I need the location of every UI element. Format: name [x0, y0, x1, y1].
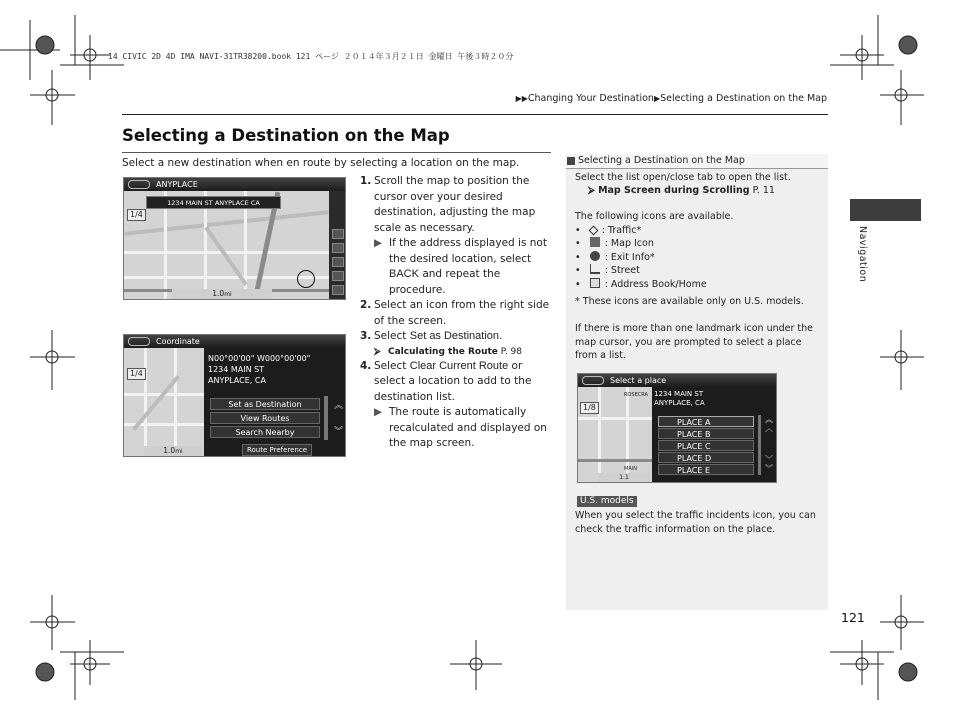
place-list-panel	[652, 387, 777, 483]
title-rule	[122, 152, 551, 153]
view-routes-button[interactable]: View Routes	[210, 412, 320, 424]
screen-title-bar: Select a place	[578, 374, 776, 387]
icon-list-item: • : Map Icon	[575, 238, 654, 249]
clear-current-route-ui-label: Clear Current Route	[409, 359, 509, 372]
scale-bar: 1.0mi	[144, 446, 202, 457]
address-box: 1234 MAIN ST ANYPLACE CA	[146, 196, 281, 209]
place-d-button[interactable]: PLACE D	[658, 452, 754, 463]
traffic-icon	[588, 226, 598, 236]
breadcrumb-page: Selecting a Destination on the Map	[660, 93, 827, 104]
map-cursor	[297, 270, 315, 288]
traffic-icon	[332, 229, 344, 239]
screenshot-map-scroll	[123, 177, 346, 300]
street-icon	[590, 264, 600, 274]
back-icon	[128, 337, 150, 346]
place-a-button[interactable]: PLACE A	[658, 416, 754, 427]
arrow-icon: ▶	[653, 94, 661, 103]
city: ANYPLACE, CA	[208, 376, 266, 385]
back-icon	[582, 376, 604, 385]
map-icon	[590, 237, 600, 247]
us-models-badge: U.S. models	[577, 496, 637, 507]
scale-bar: 1.1	[598, 473, 650, 483]
icon-list-item: • : Traffic*	[575, 225, 642, 236]
sidebar-ref[interactable]: ⮚ Map Screen during Scrolling P. 11	[588, 185, 775, 196]
sidebar-note	[566, 154, 828, 610]
reference-icon: ⮚	[374, 346, 381, 357]
step-1: 1. Scroll the map to position the cursor over your desired destination, adjusting the map scale as necessary. ▶ If the address displayed is not the desired location, select BACK and repeat the procedure.	[360, 175, 547, 296]
sidebar-p3: If there is more than one landmark icon under the map cursor, you are prompted to select a place from a list.	[575, 323, 814, 361]
route-preference-button[interactable]: Route Preference	[242, 444, 312, 456]
screenshot-destination-menu	[123, 334, 346, 457]
step-3: 3. Select Set as Destination. ⮚ Calculating the Route P. 98	[360, 329, 550, 359]
footnote: * These icons are available only on U.S. models.	[575, 296, 804, 307]
scroll-up-icon[interactable]: ︽	[334, 401, 344, 411]
map-area	[124, 348, 204, 457]
street: 1234 MAIN ST	[654, 390, 704, 398]
triangle-icon: ▶	[374, 237, 383, 249]
icon-list-item: • : Address Book/Home	[575, 279, 707, 290]
exit-info-icon	[590, 251, 600, 261]
page-number: 121	[841, 610, 865, 625]
set-as-destination-button[interactable]: Set as Destination	[210, 398, 320, 410]
sidebar-p2: The following icons are available.	[575, 211, 734, 222]
screen-title-bar	[124, 335, 345, 348]
breadcrumb	[516, 93, 827, 104]
back-icon	[128, 180, 150, 189]
scrollbar[interactable]	[758, 415, 761, 475]
set-as-destination-ui-label: Set as Destination	[409, 330, 500, 342]
navigation-tab	[850, 199, 921, 221]
steps	[360, 174, 550, 452]
screen-title-bar	[124, 178, 345, 191]
header-rule	[122, 114, 828, 115]
coordinates: N00°00'00" W000°00'00"	[208, 354, 311, 363]
sidebar-header: Selecting a Destination on the Map	[566, 154, 828, 169]
cross-reference[interactable]: ⮚ Calculating the Route P. 98	[374, 346, 522, 357]
place-e-button[interactable]: PLACE E	[658, 464, 754, 475]
zoom-indicator: 1/8	[580, 402, 599, 414]
map-street-label: MAIN	[624, 466, 637, 472]
zoom-indicator: 1/4	[127, 368, 146, 380]
icon-strip	[329, 191, 346, 300]
sidebar-p1: Select the list open/close tab to open the list.	[575, 172, 791, 183]
street: 1234 MAIN ST	[208, 365, 265, 374]
print-header: 14 CIVIC 2D 4D IMA NAVI-31TR38200.book 121 ページ ２０１４年３月２１日 金曜日 午後３時２０分	[108, 52, 514, 61]
search-nearby-button[interactable]: Search Nearby	[210, 426, 320, 438]
screenshot-select-place	[577, 373, 777, 483]
screen-title: ANYPLACE	[156, 180, 198, 189]
step-2: 2. Select an icon from the right side of the screen.	[360, 299, 550, 327]
scroll-down-icon[interactable]: ﹀ ︾	[765, 455, 773, 473]
page-title: Selecting a Destination on the Map	[122, 126, 450, 145]
address-book-icon	[332, 285, 344, 295]
place-c-button[interactable]: PLACE C	[658, 440, 754, 451]
back-ui-label: BACK	[389, 268, 419, 280]
scroll-up-icon[interactable]: ︽ ︿	[765, 415, 773, 433]
scrollbar[interactable]	[324, 396, 328, 440]
screen-title: Coordinate	[156, 337, 200, 346]
reference-icon: ⮚	[588, 185, 599, 196]
icon-list-item: • : Street	[575, 265, 640, 276]
breadcrumb-section: Changing Your Destination	[527, 93, 654, 104]
navigation-label: Navigation	[857, 226, 868, 283]
scroll-down-icon[interactable]: ︾	[334, 427, 344, 437]
place-b-button[interactable]: PLACE B	[658, 428, 754, 439]
note-icon	[567, 157, 575, 165]
map-icon	[332, 243, 344, 253]
scale-bar: 1.0mi	[172, 289, 272, 300]
street-icon	[332, 271, 344, 281]
triangle-icon: ▶	[374, 406, 383, 418]
exit-info-icon	[332, 257, 344, 267]
info-panel	[204, 348, 346, 457]
sidebar-p4: When you select the traffic incidents icon, you can check the traffic information on the place.	[575, 510, 816, 535]
address-book-icon	[590, 278, 600, 288]
city: ANYPLACE, CA	[654, 399, 705, 407]
intro-text: Select a new destination when en route by selecting a location on the map.	[122, 157, 520, 169]
double-arrow-icon: ▶▶	[515, 94, 528, 103]
map-street-label: ROSECRA	[624, 392, 648, 398]
icon-list-item: • : Exit Info*	[575, 252, 655, 263]
zoom-indicator: 1/4	[127, 209, 146, 221]
step-4: 4. Select Clear Current Route or select a location to add to the destination list. ▶ The route is automatically recalculated and displayed on the map screen.	[360, 359, 547, 449]
